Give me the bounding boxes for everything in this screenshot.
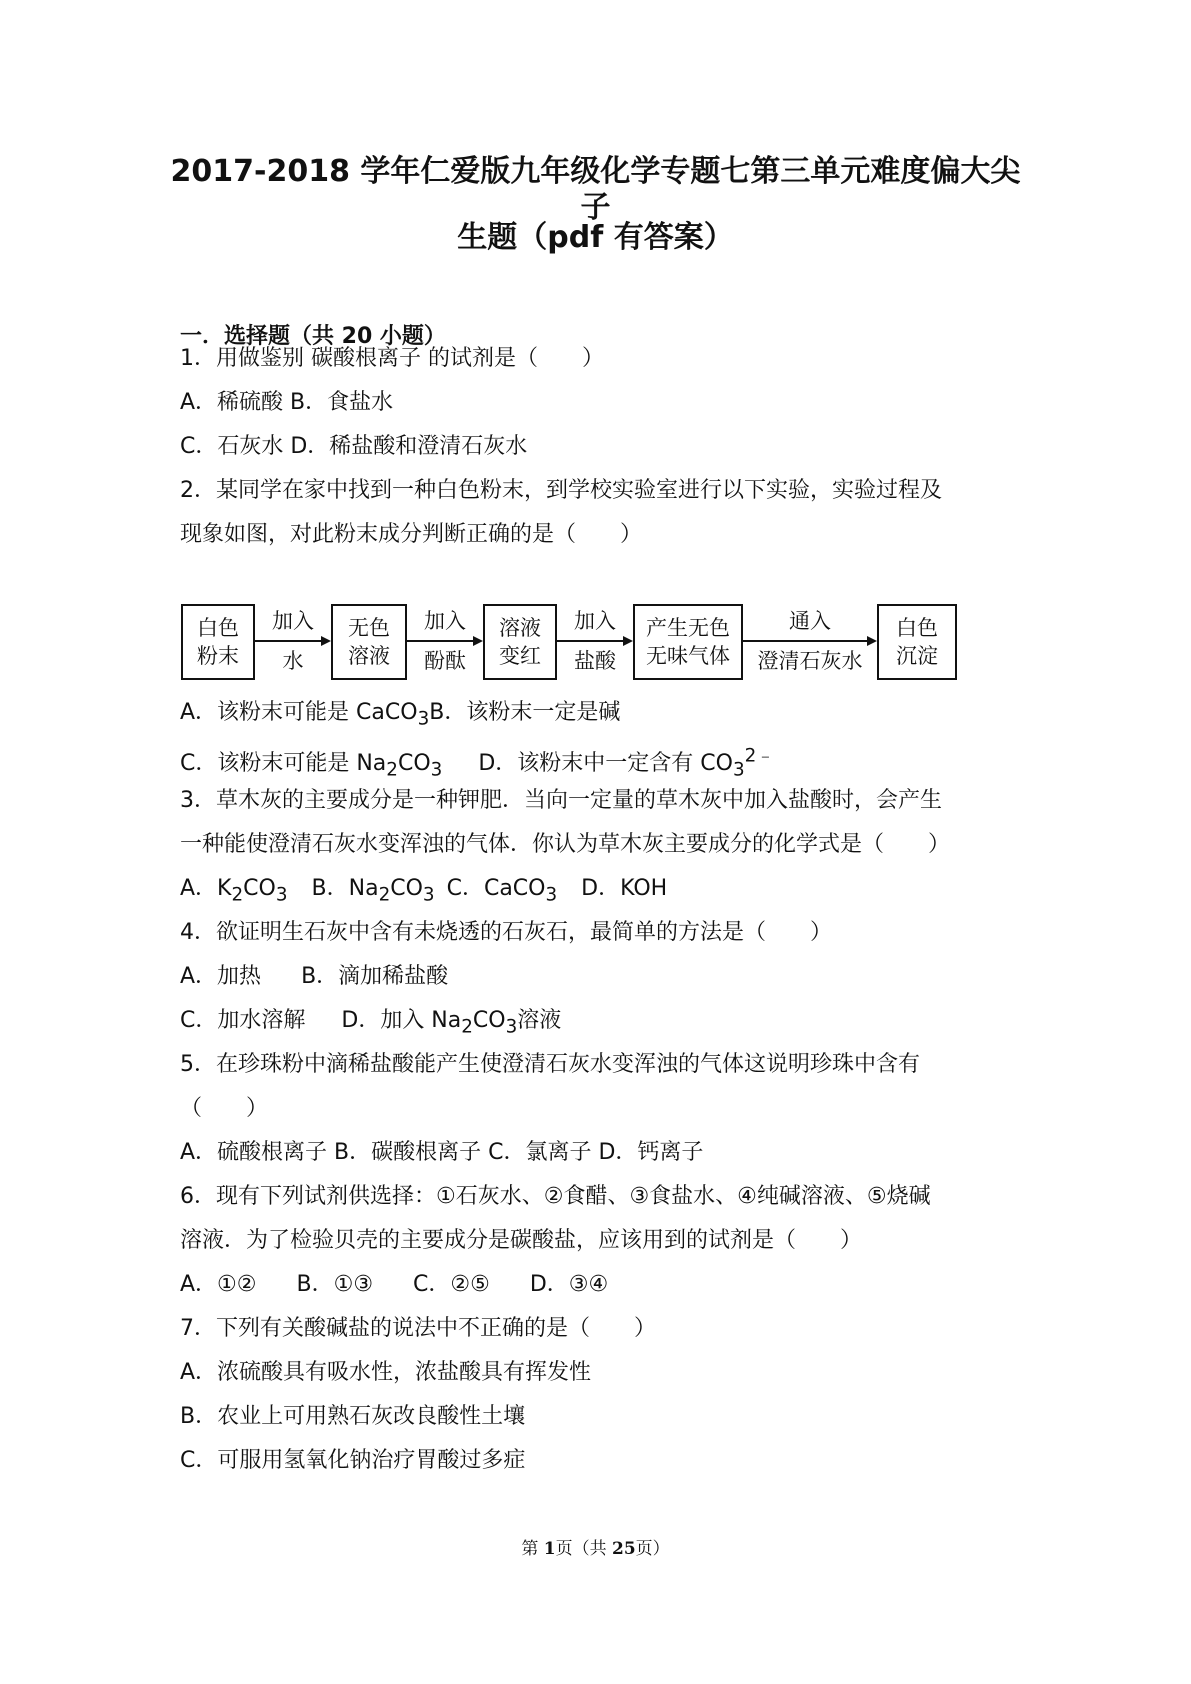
q3-options — [180, 874, 667, 910]
flow-arrow-add-phenolphthalein — [407, 604, 483, 680]
q5-options: A．硫酸根离子 B．碳酸根离子 C．氯离子 D．钙离子 — [180, 1140, 704, 1165]
flow-box-text: 白色 — [896, 616, 938, 640]
flow-arrow-label: 水 — [282, 649, 304, 673]
arrow-right-icon — [407, 636, 483, 646]
q3-option-b — [311, 876, 435, 906]
q7-option-c: C．可服用氢氧化钠治疗胃酸过多症 — [180, 1448, 526, 1473]
subscript: 3 — [505, 1016, 518, 1038]
q3-option-text: B．Na — [311, 876, 379, 901]
flow-box-text: 产生无色 — [646, 616, 730, 640]
flow-arrow-label: 酚酞 — [424, 649, 466, 673]
q3-stem-line-2: 一种能使澄清石灰水变浑浊的气体．你认为草木灰主要成分的化学式是（ ） — [180, 832, 951, 857]
flow-arrow-label: 通入 — [789, 609, 831, 633]
q3-option-c — [446, 876, 558, 906]
flow-arrow-label: 加入 — [424, 609, 466, 633]
q2-option-d — [478, 746, 775, 781]
flow-box-colorless-solution — [331, 604, 407, 680]
arrow-right-icon — [255, 636, 331, 646]
flow-arrow-pass-limewater — [743, 604, 877, 680]
flow-box-text: 溶液 — [348, 644, 390, 668]
flow-box-colorless-gas — [633, 604, 743, 680]
q3-option-text: C．CaCO — [446, 876, 546, 901]
page-number: 1 — [543, 1539, 556, 1559]
q4-option-d-text: CO — [472, 1008, 506, 1033]
footer-text: 第 — [521, 1539, 544, 1559]
flow-arrow-label: 加入 — [574, 609, 616, 633]
q4-options-cd — [180, 1006, 561, 1042]
q4-option-b: B．滴加稀盐酸 — [301, 964, 449, 989]
doc-title-line-2: 生题（pdf 有答案） — [457, 220, 734, 255]
flow-arrow-label: 加入 — [272, 609, 314, 633]
subscript: 3 — [732, 759, 745, 781]
footer-text: 页） — [635, 1539, 670, 1559]
q2-option-c-text: CO — [397, 751, 431, 777]
q2-option-a-text: A．该粉末可能是 CaCO — [180, 700, 418, 725]
q6-option-d: D．③④ — [529, 1272, 609, 1297]
flow-arrow-add-hcl — [557, 604, 633, 680]
flow-arrow-label: 盐酸 — [574, 649, 616, 673]
flow-box-text: 变红 — [499, 644, 541, 668]
q3-option-d: D．KOH — [581, 876, 668, 901]
q1-options-cd: C．石灰水 D．稀盐酸和澄清石灰水 — [180, 434, 528, 459]
q2-option-c — [180, 751, 443, 781]
flow-box-text: 沉淀 — [896, 644, 938, 668]
q4-options-ab — [180, 962, 448, 992]
q2-flow-diagram — [181, 604, 1011, 684]
page-footer — [0, 1538, 1191, 1560]
flow-box-text: 粉末 — [197, 644, 239, 668]
flow-box-white-precipitate — [877, 604, 957, 680]
flow-box-solution-red — [483, 604, 557, 680]
flow-box-white-powder — [181, 604, 255, 680]
q1-options-ab: A．稀硫酸 B．食盐水 — [180, 390, 394, 415]
q2-stem-line-1: 2．某同学在家中找到一种白色粉末，到学校实验室进行以下实验，实验过程及 — [180, 478, 942, 503]
subscript: 3 — [422, 884, 435, 906]
subscript: 2 — [386, 759, 398, 781]
q3-stem-line-1: 3．草木灰的主要成分是一种钾肥．当向一定量的草木灰中加入盐酸时，会产生 — [180, 788, 942, 813]
q2-option-a — [180, 700, 430, 730]
q4-option-a: A．加热 — [180, 964, 262, 989]
q5-stem-line-2: （ ） — [180, 1096, 269, 1121]
q4-option-c: C．加水溶解 — [180, 1008, 306, 1033]
q2-option-b: B．该粉末一定是碱 — [429, 700, 621, 725]
q4-option-d — [341, 1008, 562, 1038]
q7-stem: 7．下列有关酸碱盐的说法中不正确的是（ ） — [180, 1316, 656, 1341]
page-total: 25 — [611, 1539, 636, 1559]
q1-stem: 1．用做鉴别 碳酸根离子 的试剂是（ ） — [180, 346, 604, 371]
flow-arrow-label: 澄清石灰水 — [757, 649, 863, 673]
subscript: 3 — [417, 708, 430, 730]
q2-options-ab — [180, 698, 620, 734]
flow-box-text: 无味气体 — [646, 644, 730, 668]
flow-arrow-add-water — [255, 604, 331, 680]
arrow-right-icon — [557, 636, 633, 646]
q2-options-cd — [180, 742, 775, 786]
q6-option-c: C．②⑤ — [413, 1272, 490, 1297]
flow-box-text: 溶液 — [499, 616, 541, 640]
subscript: 2 — [231, 884, 244, 906]
subscript: 3 — [430, 759, 443, 781]
subscript: 3 — [545, 884, 558, 906]
q7-option-a: A．浓硫酸具有吸水性，浓盐酸具有挥发性 — [180, 1360, 592, 1385]
q3-option-text: A．K — [180, 876, 232, 901]
flow-box-text: 白色 — [197, 616, 239, 640]
q4-option-d-text: 溶液 — [517, 1008, 562, 1033]
q3-option-text: CO — [390, 876, 423, 901]
q2-option-d-text: D．该粉末中一定含有 CO — [478, 751, 733, 777]
q2-stem-line-2: 现象如图，对此粉末成分判断正确的是（ ） — [180, 522, 643, 547]
q6-option-a: A．①② — [180, 1272, 257, 1297]
q6-stem-line-1: 6．现有下列试剂供选择：①石灰水、②食醋、③食盐水、④纯碱溶液、⑤烧碱 — [180, 1184, 931, 1209]
q7-option-b: B．农业上可用熟石灰改良酸性土壤 — [180, 1404, 526, 1429]
section-heading: 一．选择题（共 20 小题） — [180, 324, 446, 349]
q6-stem-line-2: 溶液．为了检验贝壳的主要成分是碳酸盐，应该用到的试剂是（ ） — [180, 1228, 863, 1253]
subscript: 2 — [461, 1016, 473, 1038]
superscript: 2﹣ — [744, 746, 775, 767]
q4-option-d-text: D．加入 Na — [341, 1008, 462, 1033]
subscript: 2 — [378, 884, 391, 906]
arrow-right-icon — [743, 636, 877, 646]
footer-text: 页（共 — [555, 1539, 612, 1559]
q2-option-c-text: C．该粉末可能是 Na — [180, 751, 387, 777]
q4-stem: 4．欲证明生石灰中含有未烧透的石灰石，最简单的方法是（ ） — [180, 920, 832, 945]
q3-option-a — [180, 876, 288, 906]
q5-stem-line-1: 5．在珍珠粉中滴稀盐酸能产生使澄清石灰水变浑浊的气体这说明珍珠中含有 — [180, 1052, 920, 1077]
q6-option-b: B．①③ — [296, 1272, 374, 1297]
q6-options — [180, 1270, 608, 1300]
doc-title-line-1: 2017-2018 学年仁爱版九年级化学专题七第三单元难度偏大尖子 — [170, 154, 1021, 225]
flow-box-text: 无色 — [348, 616, 390, 640]
subscript: 3 — [275, 884, 288, 906]
q3-option-text: CO — [243, 876, 276, 901]
